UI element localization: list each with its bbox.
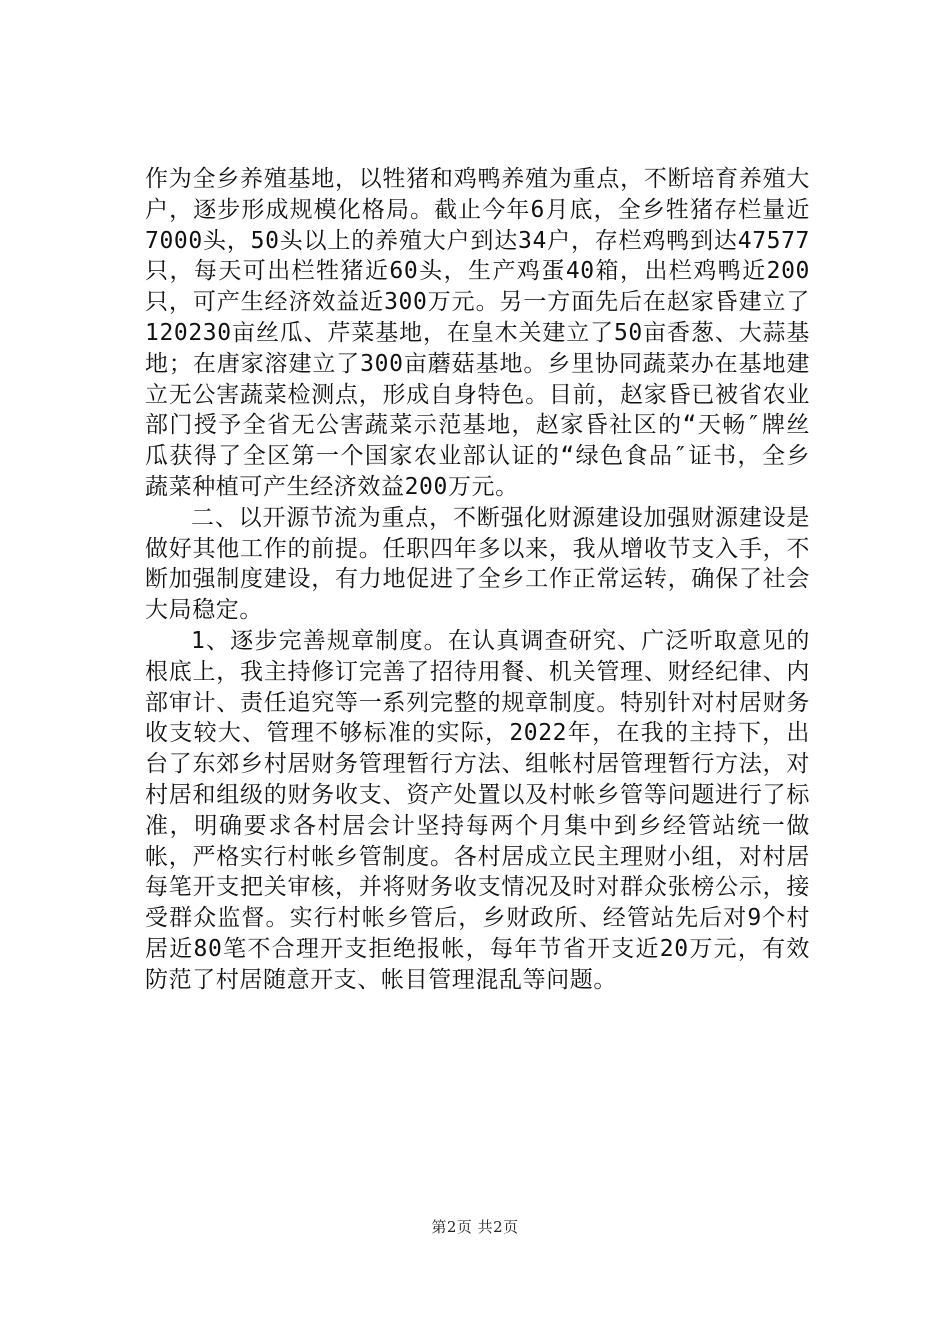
paragraph-finance-section: 二、以开源节流为重点，不断强化财源建设加强财源建设是做好其他工作的前提。任职四年多以来，我从增收节支入手，不断加强制度建设，有力地促进了全乡工作正常运转，确保了社会大局稳定。: [145, 504, 810, 624]
paragraph-livestock-vegetables: 作为全乡养殖基地，以牲猪和鸡鸭养殖为重点，不断培育养殖大户，逐步形成规模化格局。截止今年6月底，全乡牲猪存栏量近7000头，50头以上的养殖大户到达34户，存栏鸡鸭到达47577只，每天可出栏牲猪近60头，生产鸡蛋40箱，出栏鸡鸭近200只，可产生经济效益近300万元。另一方面先后在赵家昏建立了120230亩丝瓜、芹菜基地，在皇木关建立了50亩香葱、大蒜基地；在唐家溶建立了300亩蘑菇基地。乡里协同蔬菜办在基地建立无公害蔬菜检测点，形成自身特色。目前，赵家昏已被省农业部门授予全省无公害蔬菜示范基地，赵家昏社区的“天畅″牌丝瓜获得了全区第一个国家农业部认证的“绿色食品″证书，全乡蔬菜种植可产生经济效益200万元。: [145, 166, 810, 500]
page-number-footer: 第2页 共2页: [431, 1218, 519, 1236]
document-body: [145, 164, 810, 996]
paragraph-rules-system: 1、逐步完善规章制度。在认真调查研究、广泛听取意见的根底上，我主持修订完善了招待用餐、机关管理、财经纪律、内部审计、责任追究等一系列完整的规章制度。特别针对村居财务收支较大、管理不够标准的实际，2022年，在我的主持下，出台了东郊乡村居财务管理暂行方法、组帐村居管理暂行方法，对村居和组级的财务收支、资产处置以及村帐乡管等问题进行了标准，明确要求各村居会计坚持每两个月集中到乡经管站统一做帐，严格实行村帐乡管制度。各村居成立民主理财小组，对村居每笔开支把关审核，并将财务收支情况及时对群众张榜公示，接受群众监督。实行村帐乡管后，乡财政所、经管站先后对9个村居近80笔不合理开支拒绝报帐，每年节省开支近20万元，有效防范了村居随意开支、帐目管理混乱等问题。: [145, 627, 810, 993]
